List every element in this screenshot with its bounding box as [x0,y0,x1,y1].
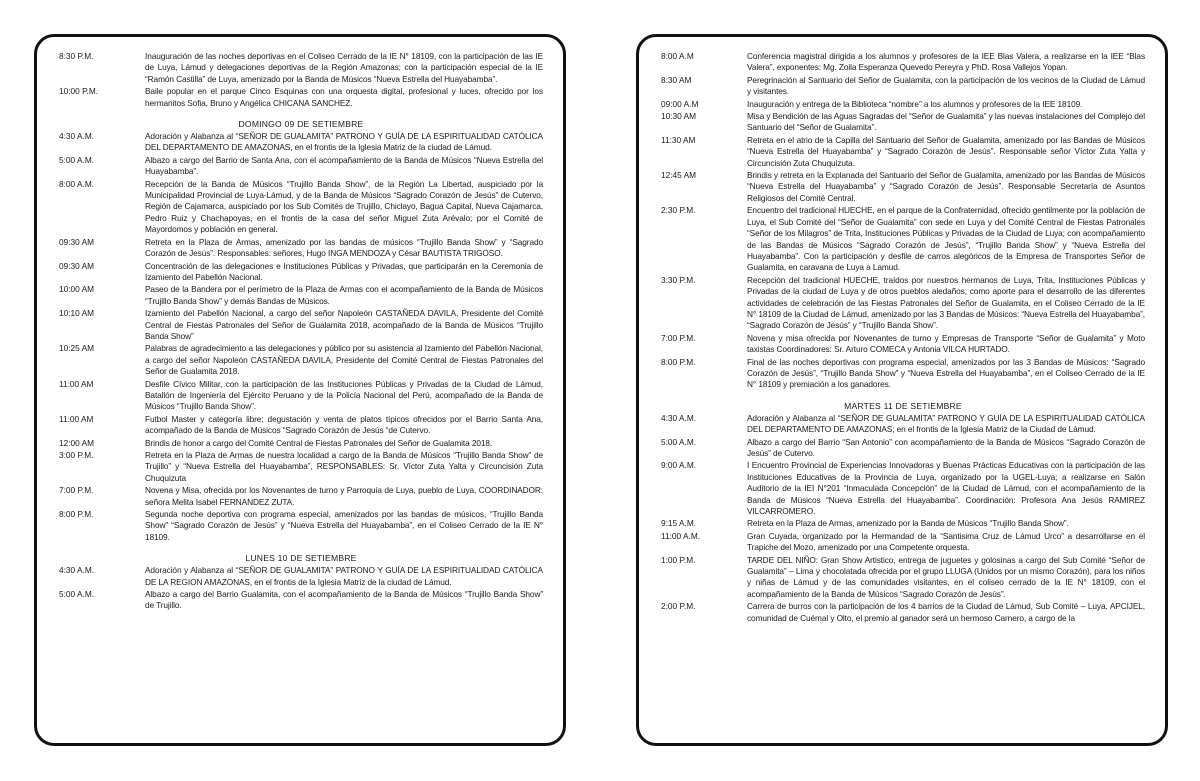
day-heading: LUNES 10 DE SETIEMBRE [245,553,357,564]
schedule-entry [59,284,543,307]
entry-description: Retreta en el atrio de la Capilla del Santuario del Señor de Gualamita, amenizado por las Bandas de Músicos “Nueva Estrella del Huayabamba” y “Sagrado Corazón de Jesús”. Responsable señor Víctor Zuta Yalta y Circuncisión Zuta Chuquizuta. [747,134,1145,168]
schedule-entry [59,379,543,413]
entry-time: 5:00 A.M. [59,589,95,600]
entry-description: Gran Cuyada, organizado por la Hermandad de la “Santisima Cruz de Lámud Urco” a desarrollarse en el Trapiche del Mozo, amenizado por una Competente orquesta. [747,530,1145,553]
schedule-entry [661,170,1145,204]
entry-time: 11:30 AM [661,134,696,145]
schedule-entry [59,589,543,612]
entry-description: I Encuentro Provincial de Experiencias Innovadoras y Buenas Prácticas Educativas con la participación de las Instituciones Educativas de la Provincia de Luya, organizado por la UGEL-Luya; a realizarse en Salón Auditorio de la IEI N°201 “Inmaculada Concepción” de la Ciudad de Lámud, con el acompañamiento de la Banda de Músicos “Nueva Estrella del Huayabamba”. Coordinación: Profesora Ana Jesús RAMIREZ VILCARROMERO. [747,460,1145,517]
entry-time: 12:00 AM [59,437,95,448]
schedule-entry [59,343,543,377]
entry-time: 3:00 P.M. [59,450,94,460]
schedule-entry [661,601,1145,624]
entry-time: 9:15 A.M. [661,518,697,529]
entry-time: 8:30 AM [661,74,692,85]
schedule-entry [661,518,1145,529]
entry-time: 2:30 P.M. [661,205,696,216]
entry-time: 11:00 A.M. [661,530,701,541]
entry-time: 8:30 P.M. [59,51,94,61]
entry-description: Recepción de la Banda de Músicos “Trujillo Banda Show”, de la Región La Libertad, auspiciado por la Municipalidad Provincial de Luya-Lámud, y de la Banda de Músicos “Sagrado Corazón de Jesús” de Cutervo, Región de Cajamarca, auspiciado por los Sub Comités de Trujillo, Chiclayo, Bagua Capital, Nueva Cajamarca, Pedro Ruiz y Chachapoyas, en el frontis de la casa del señor Miguel Zuta Arévalo; por el Comité de Mayordomos y población en general. [145,178,543,235]
entry-description: Novena y Misa, ofrecida por los Novenantes de turno y Parroquia de Luya, pueblo de Luya, COORDINADOR: señora Melita Isabel FERNANDEZ ZUTA. [145,485,543,507]
entry-description: Encuentro del tradicional HUECHE, en el parque de la Confraternidad, ofrecido gentilmente por la población de Luya, el Sub Comité del “Señor de Gualamita” con sede en Luya y del Comité Central de Fiestas Patronales “Señor de los Milagros” de Trita, Instituciones Públicas y Privadas de la Ciudad de Luya; con acompañamiento de las Bandas de Músicos “Sagrado Corazón de Jesús”, “Trujillo Banda Show” y “Nueva Estrella del Huayabamba”. Con la participación y desfile de carros alegóricos de la Empresa de Transportes Señor de Gualamita, en caravana de Luya a Lamud. [747,205,1145,273]
entry-time: 4:30 A.M. [59,131,95,142]
entry-description: TARDE DEL NIÑO: Gran Show Artistico, entrega de juguetes y golosinas a cargo del Sub Comité “Señor de Gualamita” – Lima y chocolatada ofrecida por el grupo LLUGA (Unidos por un mismo Corazón), para los niños y niñas de Lámud y de las comunidades visitantes, en el coliseo cerrado de la IE N° 18109, con el acompañamiento de la Banda de Músicos “Sagrado Corazón de Jesús”. [747,554,1145,599]
entry-description: Novena y misa ofrecida por Novenantes de turno y Empresas de Transporte “Señor de Gualamita” y Moto taxistas Coordinadores: Sr. Arturo COMECA y Antonia VILCA HURTADO. [747,332,1145,355]
entry-time: 10:30 AM [661,111,697,122]
entry-description: Conferencia magistral dirigida a los alumnos y profesores de la IEE Blas Valera, a realizarse en la IEE “Blas Valera”, exponentes: Mg. Zoila Esperanza Quevedo Pereyra y PhD. Rosa Vallejos Yopan. [747,51,1145,73]
schedule-entry [59,308,543,342]
entry-description: Albazo a cargo del Barrio de Santa Ana, con el acompañamiento de la Banda de Músicos “Nueva Estrella del Huayabamba”. [145,154,543,177]
schedule-entry [59,261,543,284]
entry-description: Inauguración y entrega de la Biblioteca “nombre” a los alumnos y profesores de la IEE 18109. [747,98,1083,109]
entry-description: Final de las noches deportivas con programa especial, amenizados por las 3 Bandas de Músicos: “Sagrado Corazón de Jesús”, “Trujillo Banda Show” y “Nueva Estrella del Huayabamba”, en el Coliseo Cerrado de la IE N° 18109 y premiación a los ganadores. [747,356,1145,390]
schedule-entry [661,205,1145,273]
schedule-entry [661,531,1145,554]
entry-description: Futbol Master y categoría libre; degustación y venta de platos típicos ofrecidos por el Barrio Santa Ana, acompañado de la Banda de Músicos “Sagrado Corazón de Jesús “de Cutervo. [145,413,543,436]
schedule-entry [661,135,1145,169]
schedule-entry [661,51,1145,74]
entry-description: Albazo a cargo del Barrio Gualamita, con el acompañamiento de la Banda de Músicos “Trujillo Banda Show” de Trujillo. [145,589,543,611]
entry-time: 11:00 AM [59,413,94,424]
left-program-panel [34,34,566,746]
entry-description: Carrera de burros con la participación de los 4 barrios de la Ciudad de Lámud, Sub Comité – Luya, APCIJEL, comunidad de Cuémal y Olto, el premio al ganador será un hermoso Carnero, a cargo de la [747,601,1145,623]
entry-time: 5:00 A.M. [59,154,95,165]
entry-time: 7:00 P.M. [661,332,696,343]
entry-time: 09:00 A.M [661,98,699,109]
entry-description: Izamiento del Pabellón Nacional, a cargo del señor Napoleón CASTAÑEDA DAVILA, Presidente del Comité Central de Fiestas Patronales del Señor de Gualamita 2018, acompañado de la Banda de Músicos “Trujillo Banda Show” [145,308,543,341]
schedule-entry [59,131,543,154]
entry-description: Recepción del tradicional HUECHE, traídos por nuestros hermanos de Luya, Trita, Instituciones Públicas y Privadas de la ciudad de Luya y de otros pueblos aledaños, como aporte para el desarrollo de las diferentes actividades de celebración de las Fiestas Patronales del Señor de Gualamita, en el Coliseo Cerrado de la IE N° 18109 de la Ciudad de Lámud, amenizado por las 3 Bandas de Músicos: “Nueva Estrella del Huayabamba”, “Sagrado Corazón de Jesús” y “Trujillo Banda Show”. [747,274,1145,331]
schedule-entry [661,357,1145,391]
entry-description: Retreta en la Plaza de Armas, amenizado por las bandas de músicos “Trujillo Banda Show” y “Sagrado Corazón de Jesús”. Responsables: señores, Hugo INGA MENDOZA y César BAUTISTA TRIGOSO. [145,236,543,259]
schedule-entry [59,155,543,178]
schedule-entry [661,275,1145,332]
entry-description: Albazo a cargo del Barrio “San Antonio” con acompañamiento de la Banda de Músicos “Sagrado Corazón de Jesús” de Cutervo. [747,436,1145,458]
schedule-entry [59,438,543,449]
entry-description: Brindis de honor a cargo del Comité Central de Fiestas Patronales del Señor de Gualamita 2018. [145,437,493,448]
schedule-entry [59,414,543,437]
entry-time: 09:30 AM [59,236,95,247]
entry-description: Retreta en la Plaza de Armas, amenizado por la Banda de Músicos “Trujillo Banda Show”. [747,518,1069,529]
entry-description: Desfile Cívico Militar, con la participación de las Instituciones Públicas y Privadas de la Ciudad de Lámud, Batallón de Ingeniería del Ejército Peruano y de la Policía Nacional del Perú, acompañado de la Banda de Músicos “Trujillo Banda Show”. [145,378,543,412]
day-heading: MARTES 11 DE SETIEMBRE [844,400,962,411]
entry-time: 10:10 AM [59,308,95,319]
day-heading: DOMINGO 09 DE SETIEMBRE [238,119,364,130]
entry-time: 09:30 AM [59,260,95,271]
schedule-entry [661,111,1145,134]
entry-description: Paseo de la Bandera por el perímetro de la Plaza de Armas con el acompañamiento de la Banda de Músicos “Trujillo Banda Show” y demás Bandas de Músicos. [145,284,543,306]
schedule-entry [59,509,543,543]
entry-time: 11:00 AM [59,378,94,389]
entry-time: 4:30 A.M. [59,565,95,576]
entry-description: Palabras de agradecimiento a las delegaciones y público por su asistencia al Izamiento del Pabellón Nacional, a cargo del señor Napoleón CASTAÑEDA DAVILA, Presidente del Comité Central de Fiestas Patronales del Señor de Gualamita 2018. [145,343,543,377]
schedule-entry [59,485,543,508]
entry-time: 8:00 P.M. [661,356,696,367]
schedule-entry [661,460,1145,517]
entry-time: 10:00 P.M. [59,86,99,97]
entry-description: Concentración de las delegaciones e Instituciones Públicas y Privadas, que participarán en la Ceremonia de Izamiento del Pabellón Nacional. [145,260,543,282]
entry-description: Retreta en la Plaza de Armas de nuestra localidad a cargo de la Banda de Músicos “Trujillo Banda Show” de Trujillo” y “Nueva Estrella del Huayabamba”, RESPONSABLES: Sr. Víctor Zuta Yalta y Circuncisión Zuta Chuquizuta [145,450,543,483]
entry-time: 4:30 A.M. [661,412,697,423]
entry-time: 9:00 A.M. [661,460,697,471]
entry-time: 2:00 P.M. [661,601,696,612]
schedule-entry [661,333,1145,356]
schedule-entry [59,237,543,260]
entry-time: 8:00 A.M [661,51,694,61]
schedule-entry [661,437,1145,460]
entry-description: Adoración y Alabanza al “SEÑOR DE GUALAMITA” PATRONO Y GUÍA DE LA ESPIRITUALIDAD CATÓLICA DEL DEPARTAMENTO DE AMAZONAS; en el frontis de la Iglesia Matriz de la Ciudad de Lámud. [747,412,1145,435]
entry-time: 10:00 AM [59,284,95,295]
entry-description: Adoración y Alabanza al “SEÑOR DE GUALAMITA” PATRONO Y GUÍA DE LA ESPIRITUALIDAD CATÓLICA DE LA REGION AMAZONAS, en el frontis de la Iglesia Matriz de la ciudad de Lámud. [145,565,543,587]
entry-time: 12:45 AM [661,170,697,181]
schedule-entry [59,450,543,484]
entry-time: 8:00 A.M. [59,178,95,189]
entry-time: 8:00 P.M. [59,509,94,520]
entry-description: Baile popular en el parque Cinco Esquinas con una orquesta digital, profesional y luces, ofrecido por los hermanitos Sofia, Bruno y Angélica CHICANA SANCHEZ. [145,86,543,108]
entry-description: Peregrinación al Santuario del Señor de Gualamita, con la participación de los vecinos de la Ciudad de Lámud y visitantes. [747,74,1145,97]
entry-time: 7:00 P.M. [59,485,94,496]
entry-description: Brindis y retreta en la Explanada del Santuario del Señor de Gualamita, amenizado por las Bandas de Músicos “Nueva Estrella del Huayabamba” y “Sagrado Corazón de Jesús”. Responsable Secretaría de Asuntos Religiosos del Comité Central. [747,170,1145,203]
schedule-entry [661,99,1145,110]
schedule-entry [661,75,1145,98]
entry-time: 1:00 P.M. [661,554,696,565]
schedule-entry [59,565,543,588]
schedule-entry [59,179,543,236]
entry-description: Segunda noche deportiva con programa especial, amenizados por las bandas de músicos, “Trujillo Banda Show” “Sagrado Corazón de Jesús” y “Nueva Estrella del Huayabamba”, en el Coliseo Cerrado de la IE N° 18109. [145,509,543,542]
schedule-entry [59,86,543,109]
entry-time: 10:25 AM [59,343,95,354]
entry-description: Inauguración de las noches deportivas en el Coliseo Cerrado de la IE N° 18109, con la participación de las IE de Luya, Lámud y delegaciones deportivas de la Región Amazonas; con la participación especial de la IE “Ramón Castilla” de Luya, amenizado por la Banda de Músicos “Nueva Estrella del Huayabamba”. [145,51,543,84]
entry-time: 5:00 A.M. [661,436,697,447]
right-program-panel [636,34,1168,746]
schedule-entry [661,555,1145,601]
schedule-entry [661,413,1145,436]
entry-time: 3:30 P.M. [661,274,696,285]
entry-description: Adoración y Alabanza al “SEÑOR DE GUALAMITA” PATRONO Y GUÍA DE LA ESPIRITUALIDAD CATÓLICA DEL DEPARTAMENTO DE AMAZONAS, en el frontis de la Iglesia Matriz de la ciudad de Lámud. [145,131,543,153]
schedule-entry [59,51,543,85]
entry-description: Misa y Bendición de las Aguas Sagradas del “Señor de Gualamita” y las nuevas instalaciones del Complejo del Santuario del “Señor de Gualamita”. [747,111,1145,133]
